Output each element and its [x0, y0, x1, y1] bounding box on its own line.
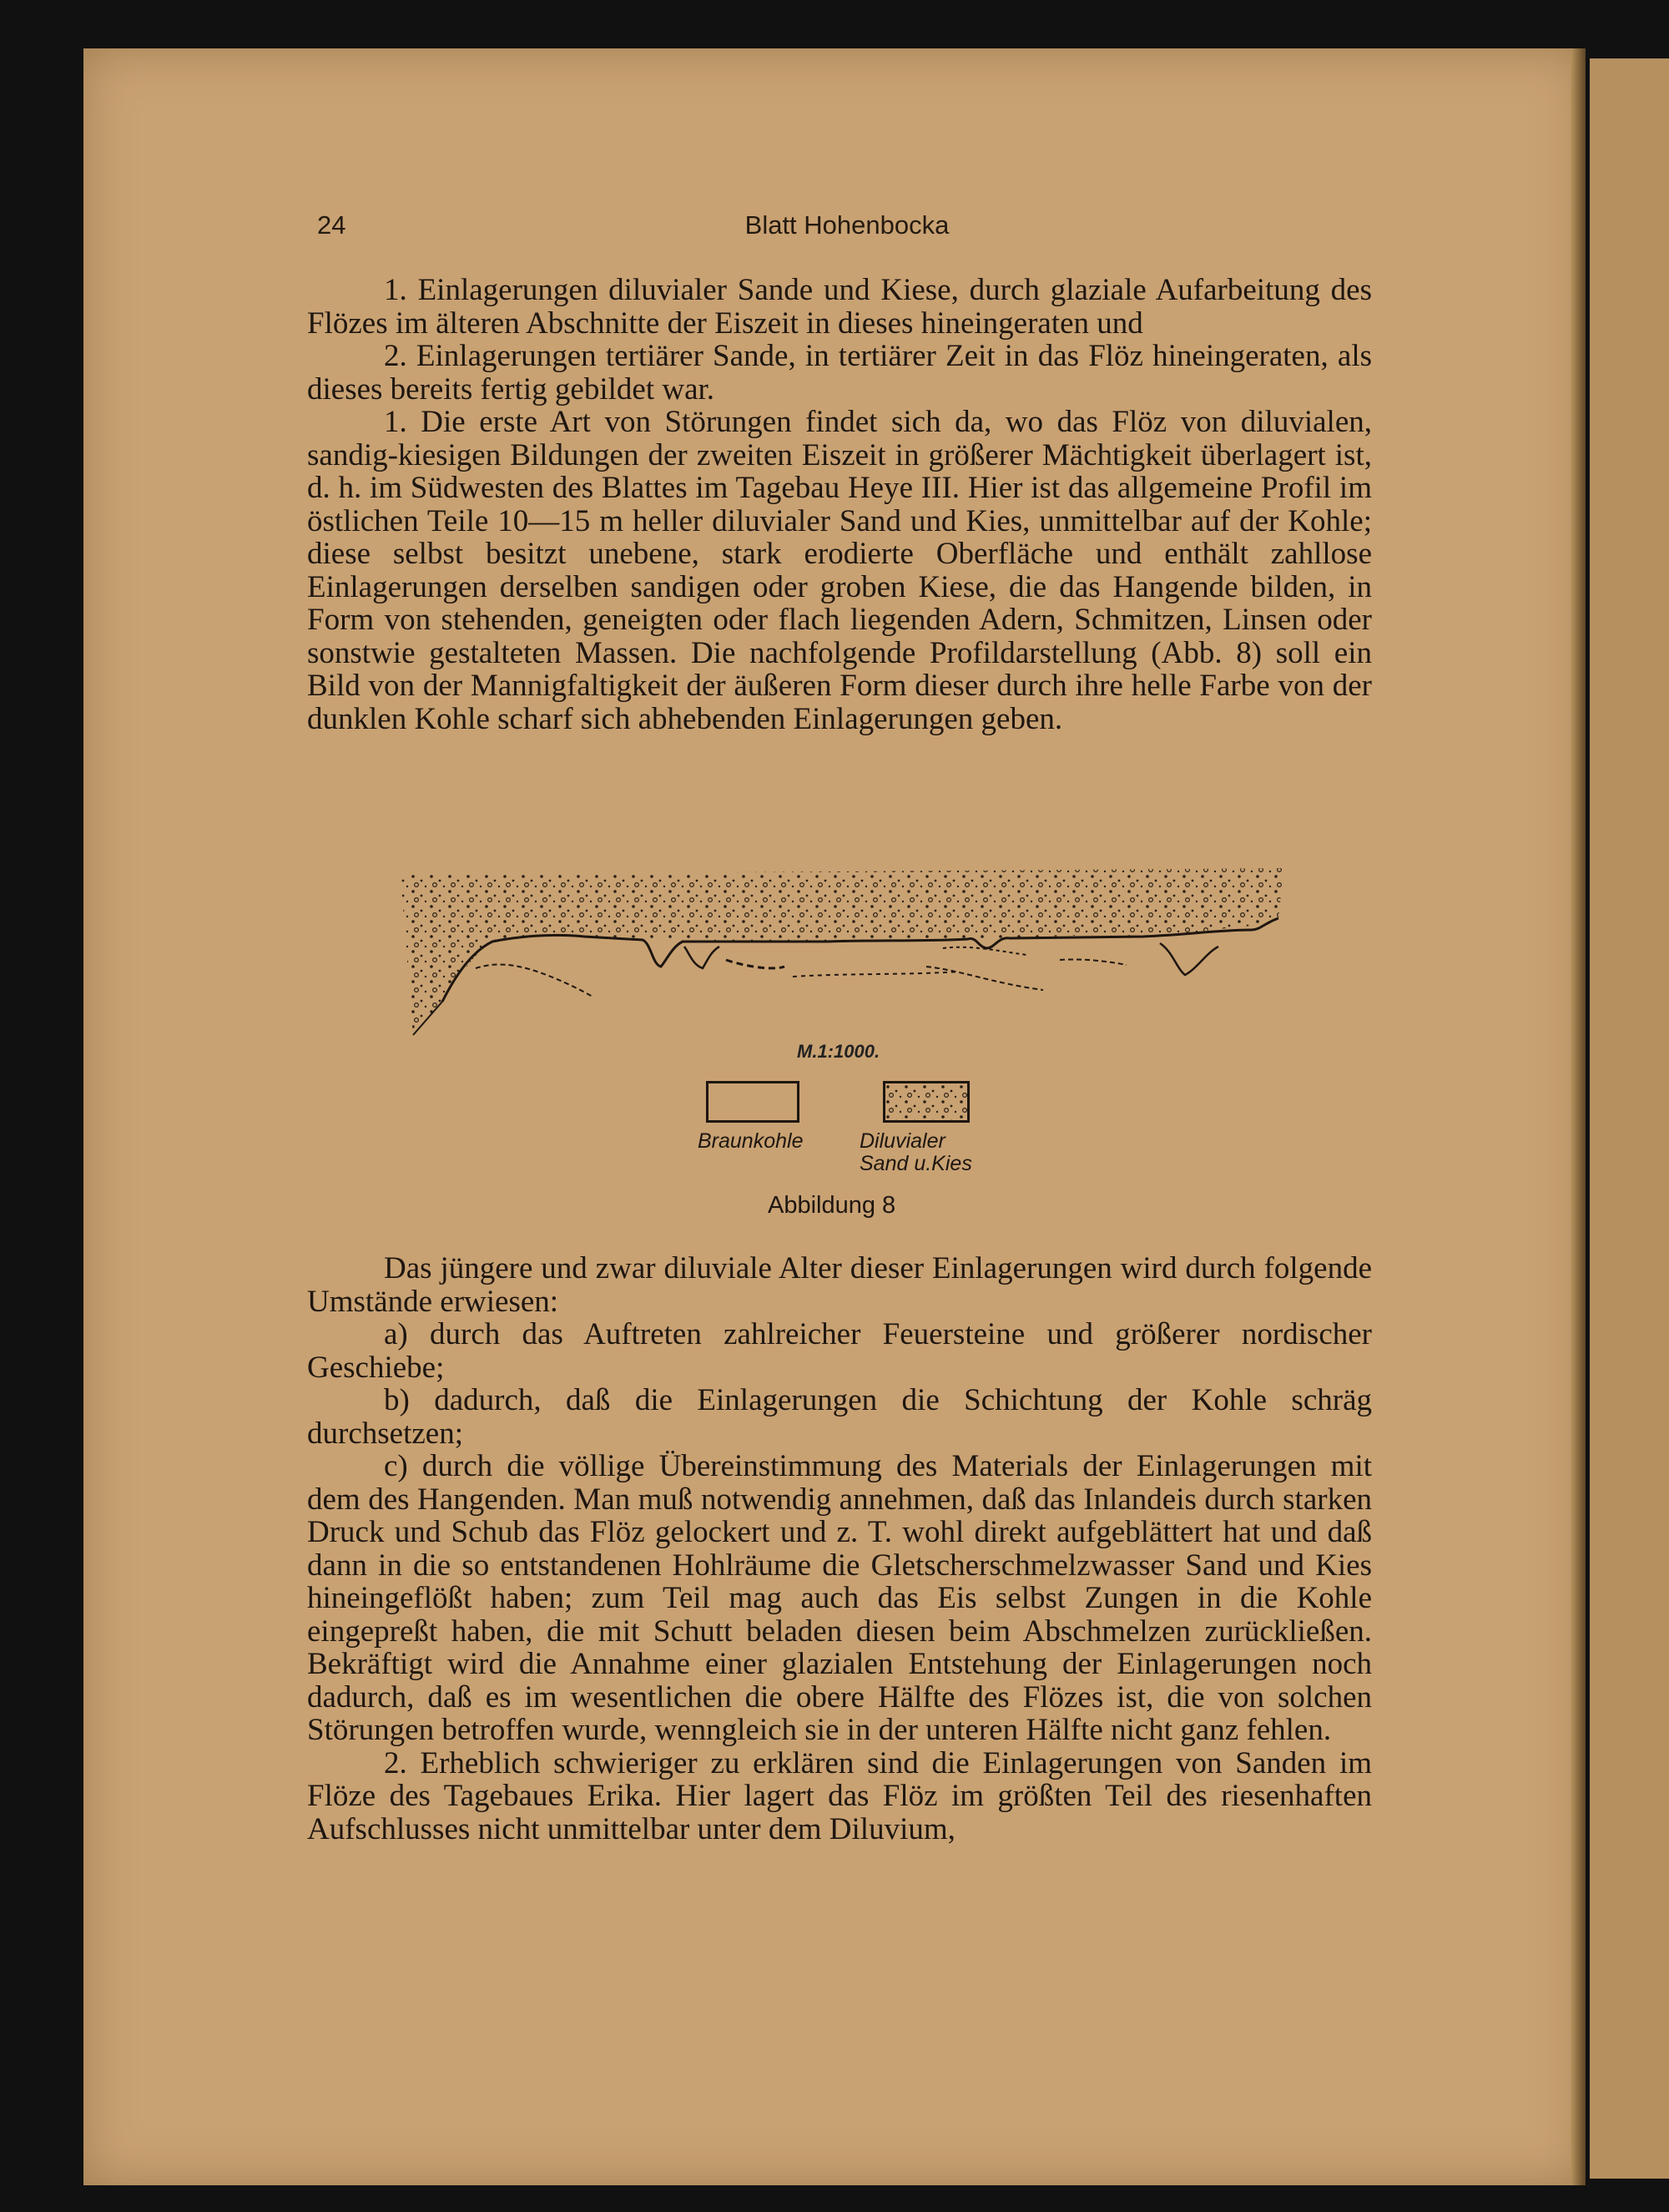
page-header	[317, 210, 1377, 244]
sand-lens	[1060, 959, 1127, 965]
text-block-top	[307, 274, 1372, 735]
figure-scale: M.1:1000.	[797, 1041, 880, 1062]
paragraph: a) durch das Auftreten zahlreicher Feuersteine und größerer nordischer Geschiebe;	[307, 1317, 1372, 1385]
running-title: Blatt Hohenbocka	[744, 210, 950, 240]
paragraph: c) durch die völlige Übereinstimmung des Materials der Einlagerungen mit dem des Hangenden. Man muß notwendig annehmen, daß das Inlandeis durch starken Druck und Schub das Flöz gelockert und z. T. wohl direkt aufgeblättert hat und daß dann in die so entstandenen Hohlräume die Gletscherschmelzwasser Sand und Kies hineingeflößt haben; zum Teil mag auch das Eis selbst Zungen in die Kohle eingepreßt haben, die mit Schutt beladen diesen beim Abschmelzen zurückließen. Bekräftigt wird die Annahme einer glazialen Entstehung der Einlagerungen noch dadurch, daß es im wesentlichen die obere Hälfte des Flözes ist, die von solchen Störungen betroffen wurde, wenngleich sie in der unteren Hälfte nicht ganz fehlen.	[307, 1449, 1372, 1747]
page-gutter	[1571, 48, 1586, 2185]
sand-tongue	[1160, 943, 1218, 975]
page-number: 24	[317, 210, 346, 240]
facing-page-edge	[1590, 58, 1669, 2179]
legend-swatch-sand	[883, 1081, 970, 1123]
legend-label-sand-line2: Sand u.Kies	[860, 1152, 972, 1175]
paragraph: Das jüngere und zwar diluviale Alter dieser Einlagerungen wird durch folgende Umstände erwiesen:	[307, 1251, 1372, 1319]
profile-figure	[392, 843, 1310, 1043]
legend-swatch-coal	[706, 1081, 799, 1123]
paragraph: 2. Erheblich schwieriger zu erklären sind die Einlagerungen von Sanden im Flöze des Tagebaues Erika. Hier lagert das Flöz im größten Teil des riesenhaften Aufschlusses nicht unmittelbar unter dem Diluvium,	[307, 1745, 1372, 1846]
figure-caption: Abbildung 8	[768, 1192, 896, 1219]
sand-lens	[726, 960, 784, 968]
legend-label-sand-line1: Diluvialer	[860, 1129, 945, 1153]
legend-label-coal: Braunkohle	[698, 1129, 804, 1153]
sand-lens	[943, 947, 1026, 955]
legend-label-sand	[860, 1130, 1010, 1175]
paragraph: 1. Die erste Art von Störungen findet sich da, wo das Flöz von diluvialen, sandig-kiesigen Bildungen der zweiten Eiszeit in größerer Mächtigkeit überlagert ist, d. h. im Südwesten des Blattes im Tagebau Heye III. Hier ist das allgemeine Profil im östlichen Teile 10—15 m heller diluvialer Sand und Kies, unmittelbar auf der Kohle; diese selbst besitzt unebene, stark erodierte Oberfläche und enthält zahllose Einlagerungen derselben sandigen oder groben Kiese, die das Hangende bilden, in Form von stehenden, geneigten oder flach liegenden Adern, Schmitzen, Linsen oder sonstwie gestalteten Massen. Die nachfolgende Profildarstellung (Abb. 8) soll ein Bild von der Mannigfaltigkeit der äußeren Form dieser durch ihre helle Farbe von der dunklen Kohle scharf sich abhebenden Einlagerungen geben.	[307, 405, 1372, 736]
paragraph: 2. Einlagerungen tertiärer Sande, in tertiärer Zeit in das Flöz hineingeraten, als dieses bereits fertig gebildet war.	[307, 339, 1372, 407]
paragraph: 1. Einlagerungen diluvialer Sande und Kiese, durch glaziale Aufarbeitung des Flözes im älteren Abschnitte der Eiszeit in dieses hineingeraten und	[307, 273, 1372, 341]
sand-tongue	[684, 947, 719, 968]
sand-lens	[476, 964, 592, 997]
paragraph: b) dadurch, daß die Einlagerungen die Schichtung der Kohle schräg durchsetzen;	[307, 1383, 1372, 1451]
sand-lens	[926, 967, 1043, 990]
text-block-bottom	[307, 1252, 1372, 1846]
sand-lens	[793, 972, 960, 977]
diluvial-sand-layer	[401, 868, 1283, 1035]
